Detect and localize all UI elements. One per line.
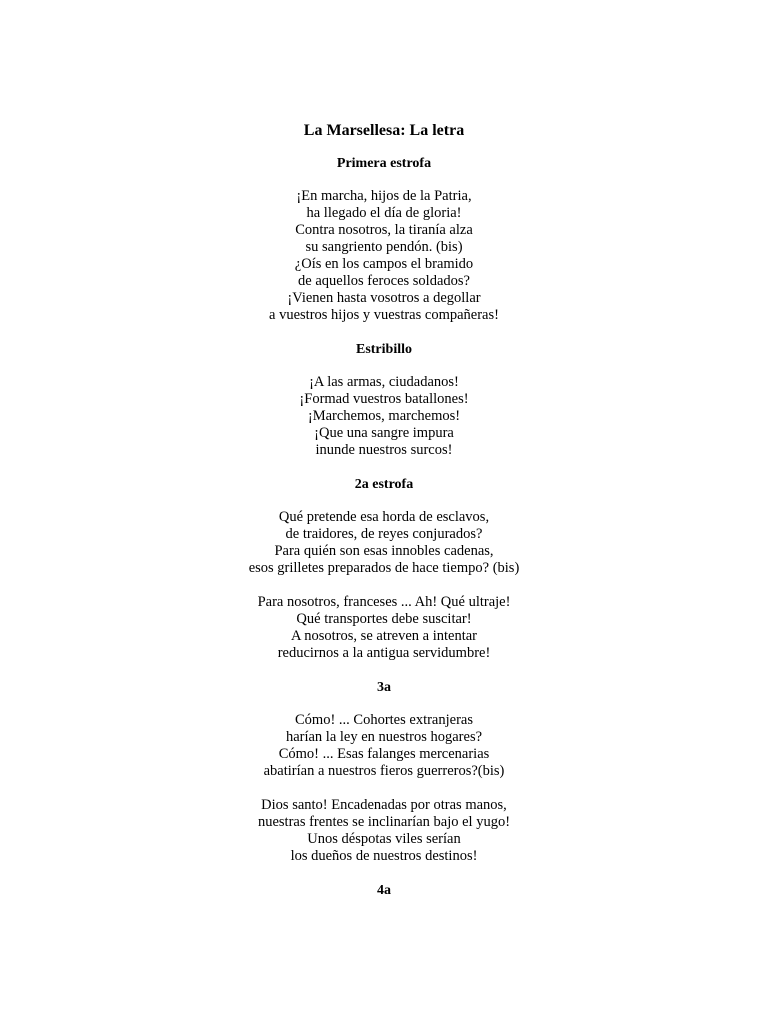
verse-line: Qué pretende esa horda de esclavos,: [278, 509, 490, 525]
verse-line: A nosotros, se atreven a intentar: [290, 628, 478, 644]
stanza: [0, 797, 768, 865]
verse-line: ¿Oís en los campos el bramido: [294, 256, 474, 272]
stanza: [0, 712, 768, 780]
document-title: La Marsellesa: La letra: [303, 122, 465, 139]
verse-line: Qué transportes debe suscitar!: [296, 611, 472, 627]
verse-line: Cómo! ... Cohortes extranjeras: [295, 712, 473, 728]
lyrics-body: [0, 155, 768, 899]
verse-line: nuestras frentes se inclinarían bajo el yugo!: [257, 814, 511, 830]
document-page: [0, 121, 768, 915]
verse-line: su sangriento pendón. (bis): [305, 239, 463, 255]
lyrics-section: [0, 476, 768, 662]
section-heading: Estribillo: [355, 342, 412, 357]
verse-line: reducirnos a la antigua servidumbre!: [277, 645, 491, 661]
verse-line: Unos déspotas viles serían: [307, 831, 461, 847]
lyrics-section: [0, 882, 768, 899]
lyrics-section: [0, 679, 768, 865]
verse-line: ¡Que una sangre impura: [314, 425, 454, 441]
section-heading: 2a estrofa: [354, 477, 414, 492]
verse-line: ¡Formad vuestros batallones!: [299, 391, 469, 407]
verse-line: Para nosotros, franceses ... Ah! Qué ultraje!: [257, 594, 511, 610]
verse-line: Contra nosotros, la tiranía alza: [295, 222, 473, 238]
verse-line: ¡A las armas, ciudadanos!: [309, 374, 459, 390]
verse-line: ¡En marcha, hijos de la Patria,: [296, 188, 472, 204]
lyrics-section: [0, 341, 768, 459]
verse-line: harían la ley en nuestros hogares?: [285, 729, 483, 745]
stanza: [0, 188, 768, 324]
verse-line: Cómo! ... Esas falanges mercenarias: [278, 746, 490, 762]
section-heading: 4a: [377, 883, 391, 898]
stanza: [0, 594, 768, 662]
section-heading: 3a: [377, 680, 391, 695]
verse-line: Dios santo! Encadenadas por otras manos,: [261, 797, 507, 813]
verse-line: Para quién son esas innobles cadenas,: [274, 543, 494, 559]
verse-line: de traidores, de reyes conjurados?: [285, 526, 483, 542]
verse-line: esos grilletes preparados de hace tiempo? (bis): [248, 560, 520, 576]
lyrics-section: [0, 155, 768, 324]
section-heading: Primera estrofa: [336, 156, 432, 171]
stanza: [0, 374, 768, 459]
verse-line: ¡Marchemos, marchemos!: [307, 408, 461, 424]
verse-line: ¡Vienen hasta vosotros a degollar: [287, 290, 481, 306]
verse-line: inunde nuestros surcos!: [315, 442, 453, 458]
stanza: [0, 509, 768, 577]
verse-line: los dueños de nuestros destinos!: [290, 848, 478, 864]
verse-line: a vuestros hijos y vuestras compañeras!: [269, 307, 499, 323]
verse-line: abatirían a nuestros fieros guerreros?(bis): [263, 763, 505, 779]
verse-line: ha llegado el día de gloria!: [306, 205, 462, 221]
verse-line: de aquellos feroces soldados?: [298, 273, 470, 289]
